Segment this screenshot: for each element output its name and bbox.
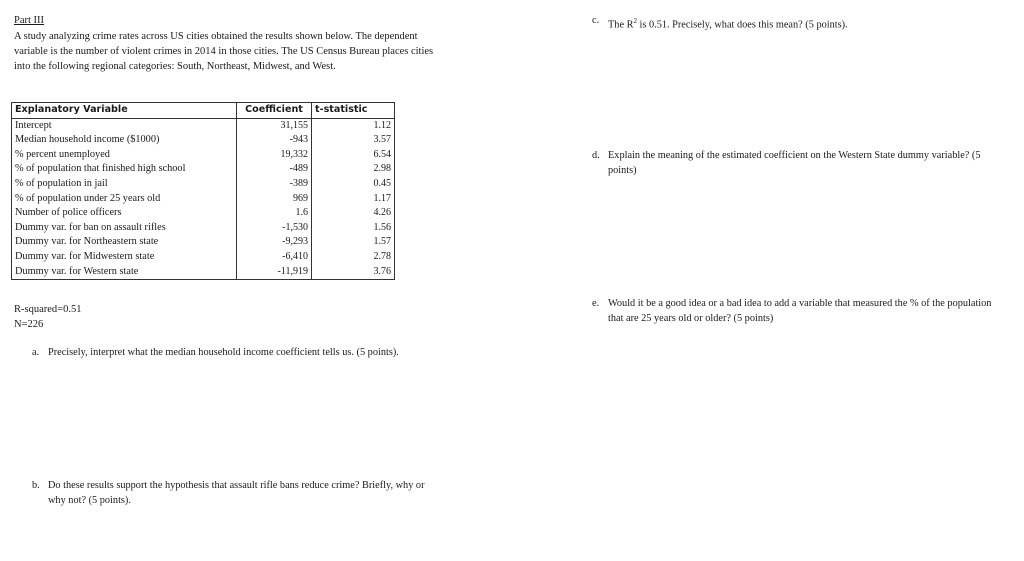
cell-coefficient: -389 bbox=[237, 177, 312, 192]
cell-coefficient: -11,919 bbox=[237, 265, 312, 280]
cell-coefficient: -1,530 bbox=[237, 221, 312, 236]
cell-t-statistic: 2.78 bbox=[312, 250, 395, 265]
question-text: Would it be a good idea or a bad idea to add a variable that measured the % of the population that are 25 years old or older? (5 points) bbox=[608, 298, 992, 324]
regression-table bbox=[11, 102, 395, 280]
question-label: d. bbox=[592, 150, 600, 161]
cell-variable: Dummy var. for Northeastern state bbox=[12, 235, 237, 250]
question-text-end: is 0.51. Precisely, what does this mean? (5 points). bbox=[636, 19, 848, 31]
cell-t-statistic: 1.56 bbox=[312, 221, 395, 236]
cell-t-statistic: 3.76 bbox=[312, 265, 395, 280]
cell-variable: Median household income ($1000) bbox=[12, 133, 237, 148]
cell-variable: Dummy var. for Midwestern state bbox=[12, 250, 237, 265]
cell-coefficient: -6,410 bbox=[237, 250, 312, 265]
cell-t-statistic: 1.12 bbox=[312, 118, 395, 133]
header-variable: Explanatory Variable bbox=[12, 103, 237, 119]
table-row bbox=[12, 133, 395, 148]
table-row bbox=[12, 235, 395, 250]
cell-variable: % of population in jail bbox=[12, 177, 237, 192]
cell-coefficient: -943 bbox=[237, 133, 312, 148]
table-row bbox=[12, 192, 395, 207]
table-row bbox=[12, 177, 395, 192]
cell-variable: Dummy var. for Western state bbox=[12, 265, 237, 280]
model-stats bbox=[14, 302, 81, 332]
cell-t-statistic: 1.17 bbox=[312, 192, 395, 207]
cell-variable: % of population under 25 years old bbox=[12, 192, 237, 207]
question-text: Precisely, interpret what the median household income coefficient tells us. (5 points). bbox=[48, 347, 399, 358]
header-coefficient: Coefficient bbox=[237, 103, 312, 119]
superscript: 2 bbox=[633, 17, 637, 25]
cell-coefficient: 969 bbox=[237, 192, 312, 207]
table-row bbox=[12, 162, 395, 177]
table-header-row bbox=[12, 103, 395, 119]
question-text bbox=[608, 14, 1002, 33]
left-column bbox=[14, 14, 434, 74]
question-label: a. bbox=[32, 347, 40, 358]
intro-paragraph: A study analyzing crime rates across US cities obtained the results shown below. The dependent variable is the number of violent crimes in 2014 in those cities. The US Census Bureau places cities into the following regional categories: South, Northeast, Midwest, and West. bbox=[14, 31, 434, 72]
question-text-start: The R bbox=[608, 19, 634, 31]
cell-t-statistic: 1.57 bbox=[312, 235, 395, 250]
cell-t-statistic: 2.98 bbox=[312, 162, 395, 177]
sample-size-text: N=226 bbox=[14, 319, 44, 330]
question-label: e. bbox=[592, 298, 600, 309]
cell-variable: % percent unemployed bbox=[12, 148, 237, 163]
question-label: b. bbox=[32, 480, 40, 491]
header-t-statistic: t-statistic bbox=[312, 103, 395, 119]
cell-t-statistic: 4.26 bbox=[312, 206, 395, 221]
r-squared-text: R-squared=0.51 bbox=[14, 304, 82, 315]
table-row bbox=[12, 221, 395, 236]
cell-coefficient: 19,332 bbox=[237, 148, 312, 163]
question-text: Do these results support the hypothesis that assault rifle bans reduce crime? Briefly, why or why not? (5 points). bbox=[48, 480, 425, 506]
question-c bbox=[592, 14, 1002, 33]
table-row bbox=[12, 265, 395, 280]
question-text: Explain the meaning of the estimated coefficient on the Western State dummy variable? (5 points) bbox=[608, 150, 981, 176]
cell-variable: Number of police officers bbox=[12, 206, 237, 221]
table-row bbox=[12, 118, 395, 133]
cell-variable: Intercept bbox=[12, 118, 237, 133]
cell-variable: Dummy var. for ban on assault rifles bbox=[12, 221, 237, 236]
cell-t-statistic: 0.45 bbox=[312, 177, 395, 192]
cell-coefficient: -9,293 bbox=[237, 235, 312, 250]
question-e bbox=[592, 297, 1002, 326]
table-row bbox=[12, 206, 395, 221]
question-b bbox=[32, 479, 432, 508]
question-label: c. bbox=[592, 15, 600, 26]
cell-coefficient: -489 bbox=[237, 162, 312, 177]
cell-coefficient: 31,155 bbox=[237, 118, 312, 133]
cell-coefficient: 1.6 bbox=[237, 206, 312, 221]
table-row bbox=[12, 148, 395, 163]
cell-t-statistic: 3.57 bbox=[312, 133, 395, 148]
table-row bbox=[12, 250, 395, 265]
cell-variable: % of population that finished high school bbox=[12, 162, 237, 177]
question-d bbox=[592, 149, 1002, 178]
question-a bbox=[32, 346, 432, 361]
part-title: Part III bbox=[14, 15, 45, 26]
cell-t-statistic: 6.54 bbox=[312, 148, 395, 163]
